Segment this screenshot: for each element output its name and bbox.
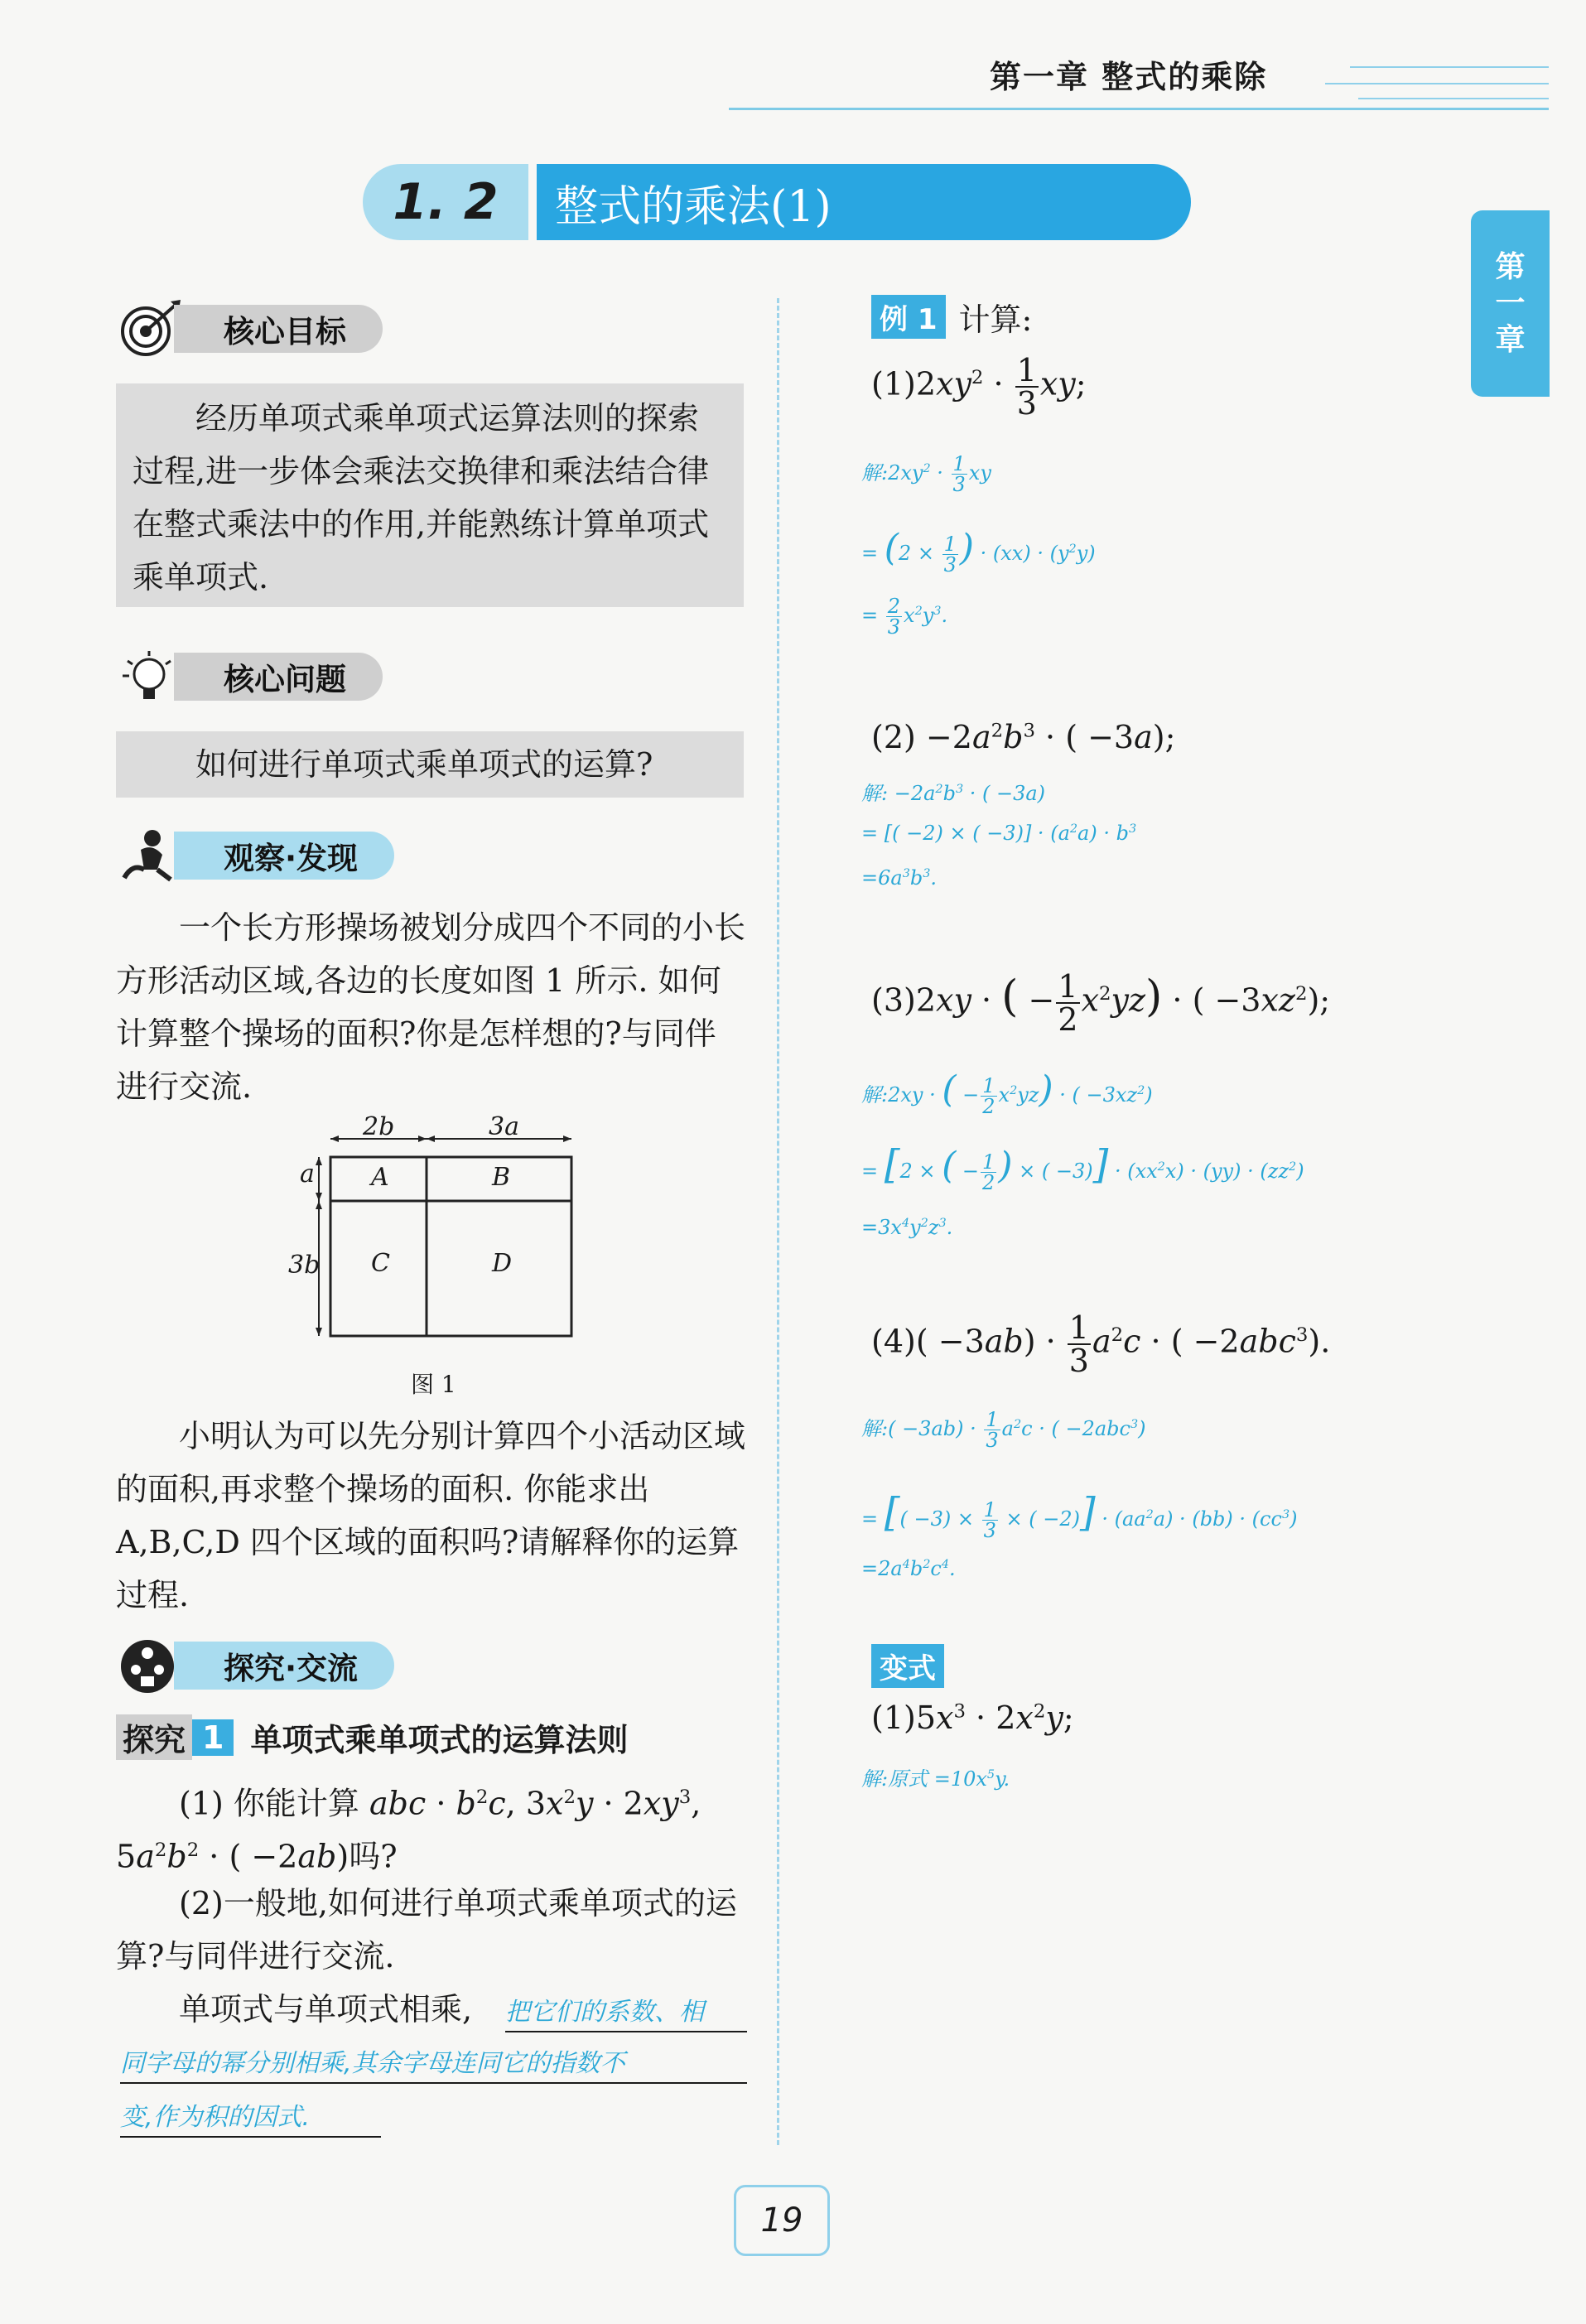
example-a3-line2: = [2 × ( − $\frac{1}{2}$ ) × ( $-3)] \cdot (xx^2x) \cdot (yy) \cdot (zz^2)$ bbox=[861, 1141, 1304, 1194]
example-a1-line1: 解$:2xy^2$ · $\frac{1}{3}$ xy bbox=[861, 452, 991, 496]
example-q2: $(2) -2a^2b^3$ · ( −3a); bbox=[871, 719, 1176, 755]
example-a4-line2: = [( −3) × $\frac{1}{3}$ × ( $-2)] \cdot (aa^2a) \cdot (bb) \cdot (cc^3)$ bbox=[861, 1489, 1298, 1542]
figure-dim-2b: 2b bbox=[363, 1112, 395, 1141]
q1-prefix: (1) 你能计算 bbox=[179, 1785, 359, 1822]
explore-tag: 探究 bbox=[116, 1714, 192, 1760]
explore-question-1-cont: $5a^2b^2$ · ( −2ab)吗? bbox=[116, 1838, 398, 1875]
variant-heading bbox=[871, 1644, 944, 1688]
core-question-box bbox=[116, 731, 744, 798]
section-banner bbox=[363, 164, 1191, 240]
column-divider bbox=[777, 298, 779, 2145]
thinker-icon bbox=[116, 827, 182, 885]
core-question-text: 如何进行单项式乘单项式的运算? bbox=[195, 746, 653, 783]
header-rule bbox=[729, 108, 1549, 110]
target-icon bbox=[116, 300, 182, 358]
rule-handwritten-1: 把它们的系数、相 bbox=[505, 1994, 747, 2032]
chapter-header-title: 第一章 整式的乘除 bbox=[990, 59, 1268, 95]
rule-handwritten-2: 同字母的幂分别相乘,其余字母连同它的指数不 bbox=[120, 2046, 747, 2084]
example-tag: 例 1 bbox=[871, 295, 946, 339]
core-goal-label: 核心目标 bbox=[174, 305, 383, 353]
example-a3-line3: $=3x^4y^2z^3$. bbox=[861, 1216, 953, 1239]
side-tab-char: 一 bbox=[1495, 286, 1526, 321]
explore-section-1 bbox=[116, 1714, 628, 1760]
header-deco-line bbox=[1325, 83, 1549, 84]
q1-suffix: 吗? bbox=[349, 1838, 398, 1875]
example-a2-line2: = [( −2) × ( $-3)] \cdot (a^2a) \cdot b^3$ bbox=[861, 822, 1137, 845]
header-deco-line bbox=[1358, 98, 1549, 99]
explore-question-1: (1) 你能计算 abc · $b^2c$, $3x^2y \cdot 2xy^3$, bbox=[179, 1785, 701, 1822]
group-icon bbox=[116, 1637, 182, 1695]
header-deco-line bbox=[1350, 66, 1549, 68]
variant-a1: 解:原式 $=10x^5y$. bbox=[861, 1767, 1010, 1791]
explore-tag-number: 1 bbox=[192, 1719, 234, 1756]
core-goal-heading bbox=[116, 300, 447, 358]
figure-caption: 图 1 bbox=[411, 1371, 456, 1398]
example-a1-line2: = (2 × $\frac{1}{3}$ ) · $(xx) \cdot (y^2y)$ bbox=[861, 527, 1096, 576]
explore-question-2: (2)一般地,如何进行单项式乘单项式的运算?与同伴进行交流. bbox=[116, 1885, 737, 1974]
variant-q1: $(1)5x^3 \cdot 2x^2y$; bbox=[871, 1700, 1074, 1736]
side-tab-char: 章 bbox=[1495, 322, 1526, 357]
example-title: 计算: bbox=[958, 301, 1033, 338]
chapter-side-tab bbox=[1471, 210, 1550, 397]
side-tab-char: 第 bbox=[1495, 249, 1526, 284]
observe-paragraph-2: 小明认为可以先分别计算四个小活动区域的面积,再求整个操场的面积. 你能求出 A,B,C,D 四个区域的面积吗?请解释你的运算过程. bbox=[116, 1418, 746, 1613]
figure-region-a: A bbox=[371, 1163, 389, 1192]
figure-region-b: B bbox=[492, 1163, 511, 1192]
page-number: 19 bbox=[734, 2185, 830, 2256]
example-a2-line1: 解: $-2a^2b^3$ · ( −3a) bbox=[861, 782, 1046, 805]
example-a4-line1: 解:( −3ab) · $\frac{1}{3}$ $a^2c$ · ( −2abc$^3$) bbox=[861, 1408, 1146, 1452]
section-number: 1. 2 bbox=[363, 164, 528, 240]
core-question-label: 核心问题 bbox=[174, 653, 383, 701]
observe-label: 观察·发现 bbox=[174, 832, 394, 880]
example-a1-line3: = $\frac{2}{3}$ $x^2y^3$. bbox=[861, 595, 948, 639]
explore-section-title: 单项式乘单项式的运算法则 bbox=[250, 1722, 629, 1758]
core-goal-box bbox=[116, 383, 744, 607]
core-question-heading bbox=[116, 648, 447, 706]
figure-region-d: D bbox=[492, 1249, 513, 1278]
example-a2-line3: $=6a^3b^3$. bbox=[861, 866, 938, 890]
rule-prefix: 单项式与单项式相乘, bbox=[179, 1991, 473, 2027]
rule-handwritten-3: 变,作为积的因式. bbox=[120, 2100, 381, 2138]
explore-label: 探究·交流 bbox=[174, 1642, 394, 1690]
figure-dim-3a: 3a bbox=[489, 1112, 519, 1141]
example-heading bbox=[871, 294, 1032, 340]
example-a4-line3: $=2a^4b^2c^4$. bbox=[861, 1557, 956, 1580]
variant-tag: 变式 bbox=[871, 1644, 944, 1688]
figure-dim-a: a bbox=[300, 1160, 315, 1189]
section-title: 整式的乘法(1) bbox=[537, 164, 1191, 240]
example-q1: $(1)2xy^2$ · $\frac{1}{3}$ xy; bbox=[871, 352, 1087, 422]
observe-paragraph-1: 一个长方形操场被划分成四个不同的小长方形活动区域,各边的长度如图 1 所示. 如何计算整个操场的面积?你是怎样想的?与同伴进行交流. bbox=[116, 909, 746, 1105]
figure-dim-3b: 3b bbox=[288, 1251, 321, 1280]
core-goal-text: 经历单项式乘单项式运算法则的探索过程,进一步体会乘法交换律和乘法结合律在整式乘法中的作用,并能熟练计算单项式乘单项式. bbox=[133, 400, 710, 595]
example-a3-line1: 解:2xy · ( − $\frac{1}{2}$ $x^2yz$) · ( $-3xz^2$) bbox=[861, 1068, 1153, 1118]
figure-1-diagram bbox=[286, 1114, 584, 1387]
explore-heading bbox=[116, 1637, 447, 1695]
observe-heading bbox=[116, 827, 447, 885]
lightbulb-icon bbox=[116, 648, 182, 706]
example-q3: (3)2xy · ( − $\frac{1}{2}$ $x^2yz$) · ( $-3xz^2$); bbox=[871, 968, 1331, 1038]
example-q4: (4)( −3ab) · $\frac{1}{3}$ $a^2c$ · ( −2abc$^3$). bbox=[871, 1309, 1331, 1379]
figure-region-c: C bbox=[371, 1249, 390, 1278]
